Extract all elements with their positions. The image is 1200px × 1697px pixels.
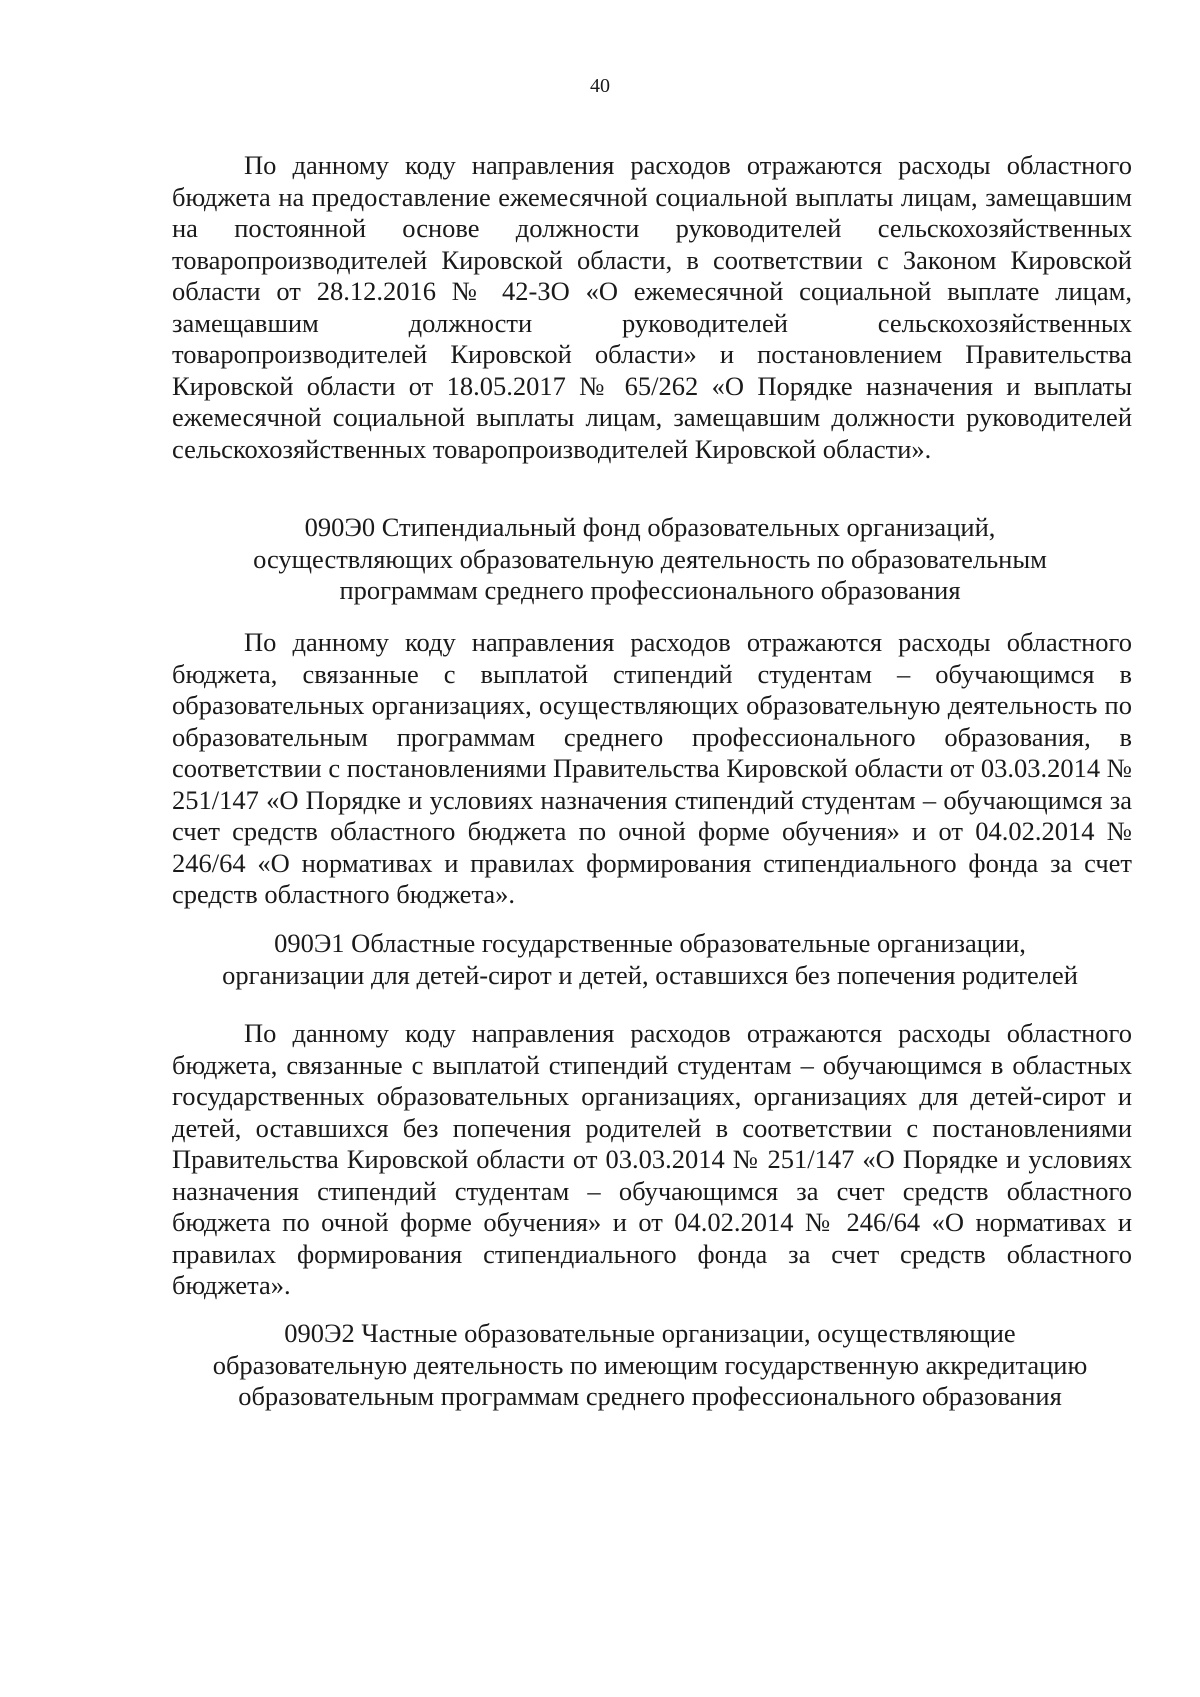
section-heading-090E0 bbox=[150, 512, 1150, 607]
paragraph-monthly-social-payment: По данному коду направления расходов отражаются расходы областного бюджета на предоставление ежемесячной социальной выплаты лицам, замещавшим на постоянной основе должности руководителей сельскохозяйственных товаропроизводителей Кировской области, в соответствии с Законом Кировской области от 28.12.2016 № 42-ЗО «О ежемесячной социальной выплате лицам, замещавшим должности руководителей сельскохозяйственных товаропроизводителей Кировской области» и постановлением Правительства Кировской области от 18.05.2017 № 65/262 «О Порядке назначения и выплаты ежемесячной социальной выплаты лицам, замещавшим должности руководителей сельскохозяйственных товаропроизводителей Кировской области». bbox=[172, 150, 1132, 464]
heading-line: 090Э0 Стипендиальный фонд образовательных организаций, bbox=[304, 512, 996, 542]
section-heading-090E1 bbox=[150, 928, 1150, 991]
heading-line: программам среднего профессионального образования bbox=[339, 575, 961, 605]
heading-line: осуществляющих образовательную деятельность по образовательным bbox=[253, 543, 1047, 574]
section-heading-090E2 bbox=[150, 1318, 1150, 1413]
heading-line: образовательным программам среднего профессионального образования bbox=[238, 1381, 1062, 1411]
heading-line: организации для детей-сирот и детей, оставшихся без попечения родителей bbox=[222, 959, 1078, 990]
heading-line: образовательную деятельность по имеющим государственную аккредитацию bbox=[212, 1349, 1088, 1380]
heading-line: 090Э1 Областные государственные образовательные организации, bbox=[274, 928, 1026, 958]
paragraph-state-organizations-scholarships: По данному коду направления расходов отражаются расходы областного бюджета, связанные с выплатой стипендий студентам – обучающимся в областных государственных образовательных организациях, организациях для детей-сирот и детей, оставшихся без попечения родителей в соответствии с постановлениями Правительства Кировской области от 03.03.2014 № 251/147 «О Порядке и условиях назначения стипендий студентам – обучающимся за счет средств областного бюджета по очной форме обучения» и от 04.02.2014 № 246/64 «О нормативах и правилах формирования стипендиального фонда за счет средств областного бюджета». bbox=[172, 1018, 1132, 1300]
page-number: 40 bbox=[590, 75, 610, 97]
heading-line: 090Э2 Частные образовательные организации, осуществляющие bbox=[284, 1318, 1016, 1348]
paragraph-scholarship-fund: По данному коду направления расходов отражаются расходы областного бюджета, связанные с выплатой стипендий студентам – обучающимся в образовательных организациях, осуществляющих образовательную деятельность по образовательным программам среднего профессионального образования, в соответствии с постановлениями Правительства Кировской области от 03.03.2014 № 251/147 «О Порядке и условиях назначения стипендий студентам – обучающимся за счет средств областного бюджета по очной форме обучения» и от 04.02.2014 № 246/64 «О нормативах и правилах формирования стипендиального фонда за счет средств областного бюджета». bbox=[172, 627, 1132, 909]
